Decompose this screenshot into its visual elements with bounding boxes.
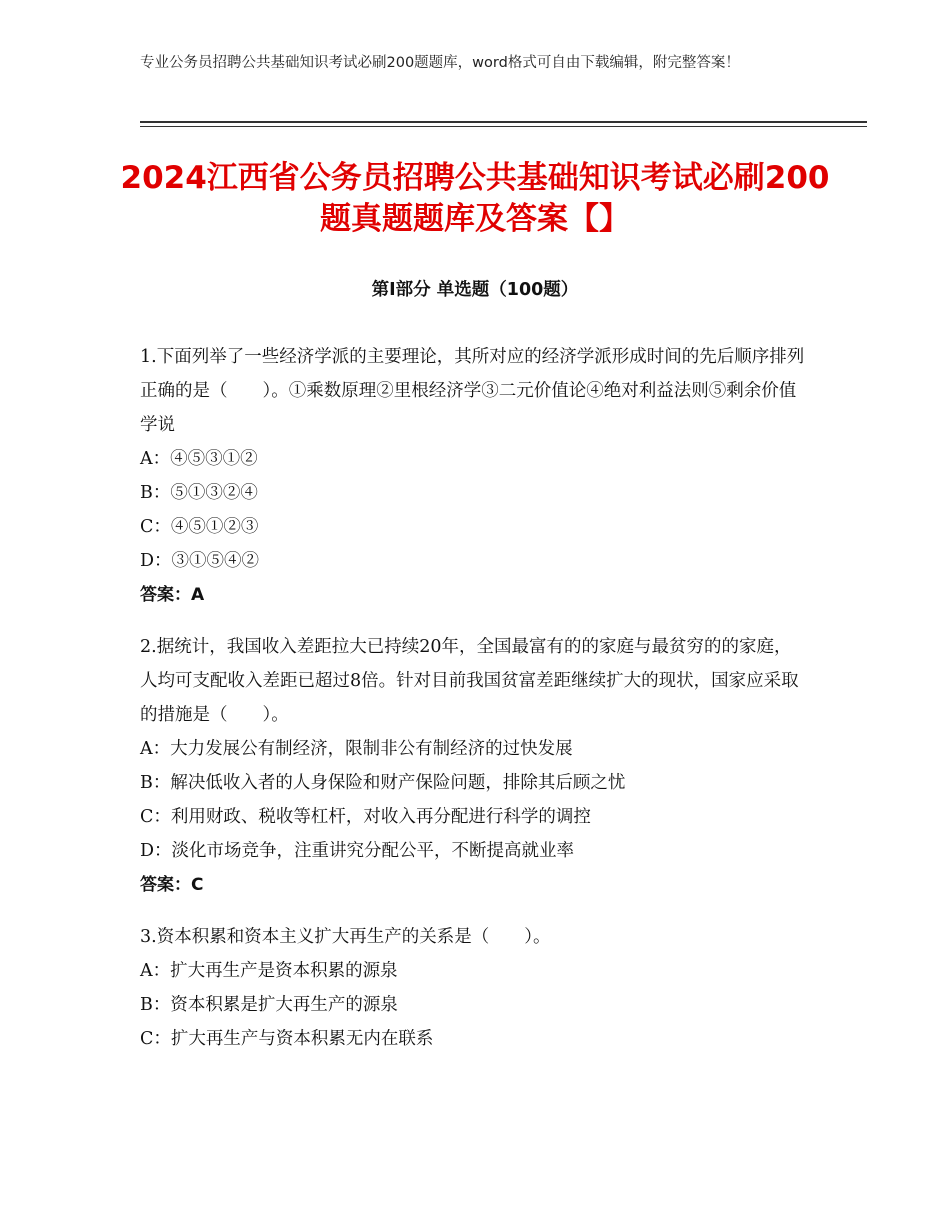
option-d: D：③①⑤④② <box>140 551 260 571</box>
section-heading: 第Ⅰ部分 单选题（100题） <box>371 280 579 300</box>
header-rule-thick <box>140 121 867 123</box>
option-d: D：淡化市场竞争，注重讲究分配公平，不断提高就业率 <box>140 841 575 861</box>
header-rule-thin <box>140 126 867 127</box>
option-a: A：④⑤③①② <box>140 449 258 469</box>
question-stem: 2.据统计，我国收入差距拉大已持续20年，全国最富有的的家庭与最贫穷的的家庭，人均可支配收入差距已超过8倍。针对目前我国贫富差距继续扩大的现状，国家应采取的措施是（ ）。 <box>140 637 799 725</box>
question-stem: 3.资本积累和资本主义扩大再生产的关系是（ ）。 <box>140 927 551 947</box>
question-stem: 1.下面列举了一些经济学派的主要理论，其所对应的经济学派形成时间的先后顺序排列正确的是（ ）。①乘数原理②里根经济学③二元价值论④绝对利益法则⑤剩余价值学说 <box>140 347 805 435</box>
question-list <box>140 340 805 1074</box>
option-a: A：扩大再生产是资本积累的源泉 <box>140 961 398 981</box>
answer-line: 答案：C <box>140 875 204 895</box>
option-b: B：解决低收入者的人身保险和财产保险问题，排除其后顾之忧 <box>140 773 626 793</box>
option-b: B：资本积累是扩大再生产的源泉 <box>140 995 398 1015</box>
option-c: C：④⑤①②③ <box>140 517 259 537</box>
header-note: 专业公务员招聘公共基础知识考试必刷200题题库，word格式可自由下载编辑，附完整答案！ <box>140 55 740 71</box>
answer-line: 答案：A <box>140 585 205 605</box>
option-c: C：利用财政、税收等杠杆，对收入再分配进行科学的调控 <box>140 807 591 827</box>
option-b: B：⑤①③②④ <box>140 483 258 503</box>
question-2 <box>140 630 805 902</box>
option-c: C：扩大再生产与资本积累无内在联系 <box>140 1029 434 1049</box>
option-a: A：大力发展公有制经济，限制非公有制经济的过快发展 <box>140 739 573 759</box>
question-3 <box>140 920 805 1056</box>
question-1 <box>140 340 805 612</box>
document-title: 2024江西省公务员招聘公共基础知识考试必刷200题真题题库及答案【】 <box>120 160 830 237</box>
